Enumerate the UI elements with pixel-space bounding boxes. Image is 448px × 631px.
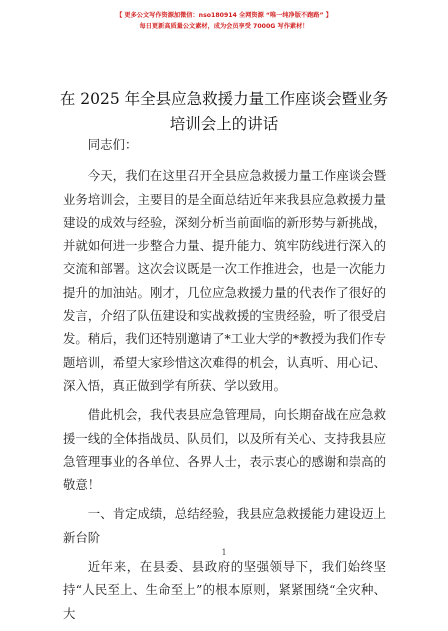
promo-banner (0, 10, 448, 32)
title-line-1: 在 2025 年全县应急救援力量工作座谈会暨业务 (59, 90, 389, 108)
paragraph-2: 借此机会，我代表县应急管理局，向长期奋战在应急救援一线的全体指战员、队员们，以及所有关心、支持我县应急管理事业的各单位、各界人士，表示衷心的感谢和崇高的敬意！ (63, 407, 386, 493)
document-title (40, 87, 408, 137)
title-line-2: 培训会上的讲话 (169, 115, 279, 133)
paragraph-3: 近年来，在县委、县政府的坚强领导下，我们始终坚持“人民至上、生命至上”的根本原则，紧紧围绕“全灾种、大 (63, 559, 386, 621)
promo-banner-line2: 每日更新高质量公文素材，成为会员享受 7000G 写作素材！ (139, 23, 309, 30)
page-number: 1 (221, 548, 227, 557)
promo-banner-line1: 【 更多公文写作资源加微信：nso180914 全网资源 “唯一纯净版不跑路” 】 (116, 12, 332, 19)
greeting: 同志们： (87, 137, 138, 152)
paragraph-1: 今天，我们在这里召开全县应急救援力量工作座谈会暨业务培训会，主要目的是全面总结近年来我县应急救援力量建设的成效与经验，深刻分析当前面临的新形势与新挑战，并就如何进一步整合力量、提升能力、筑牢防线进行深入的交流和部署。这次会议既是一次工作推进会，也是一次能力提升的加油站。刚才，几位应急救援力量的代表作了很好的发言，介绍了队伍建设和实战救援的宝贵经验，听了很受启发。稍后，我们还特别邀请了*工业大学的*教授为我们作专题培训，希望大家珍惜这次难得的机会，认真听、用心记、深入悟，真正做到学有所获、学以致用。 (63, 168, 386, 393)
section-heading-1: 一、肯定成绩，总结经验，我县应急救援能力建设迈上新台阶 (63, 506, 386, 545)
